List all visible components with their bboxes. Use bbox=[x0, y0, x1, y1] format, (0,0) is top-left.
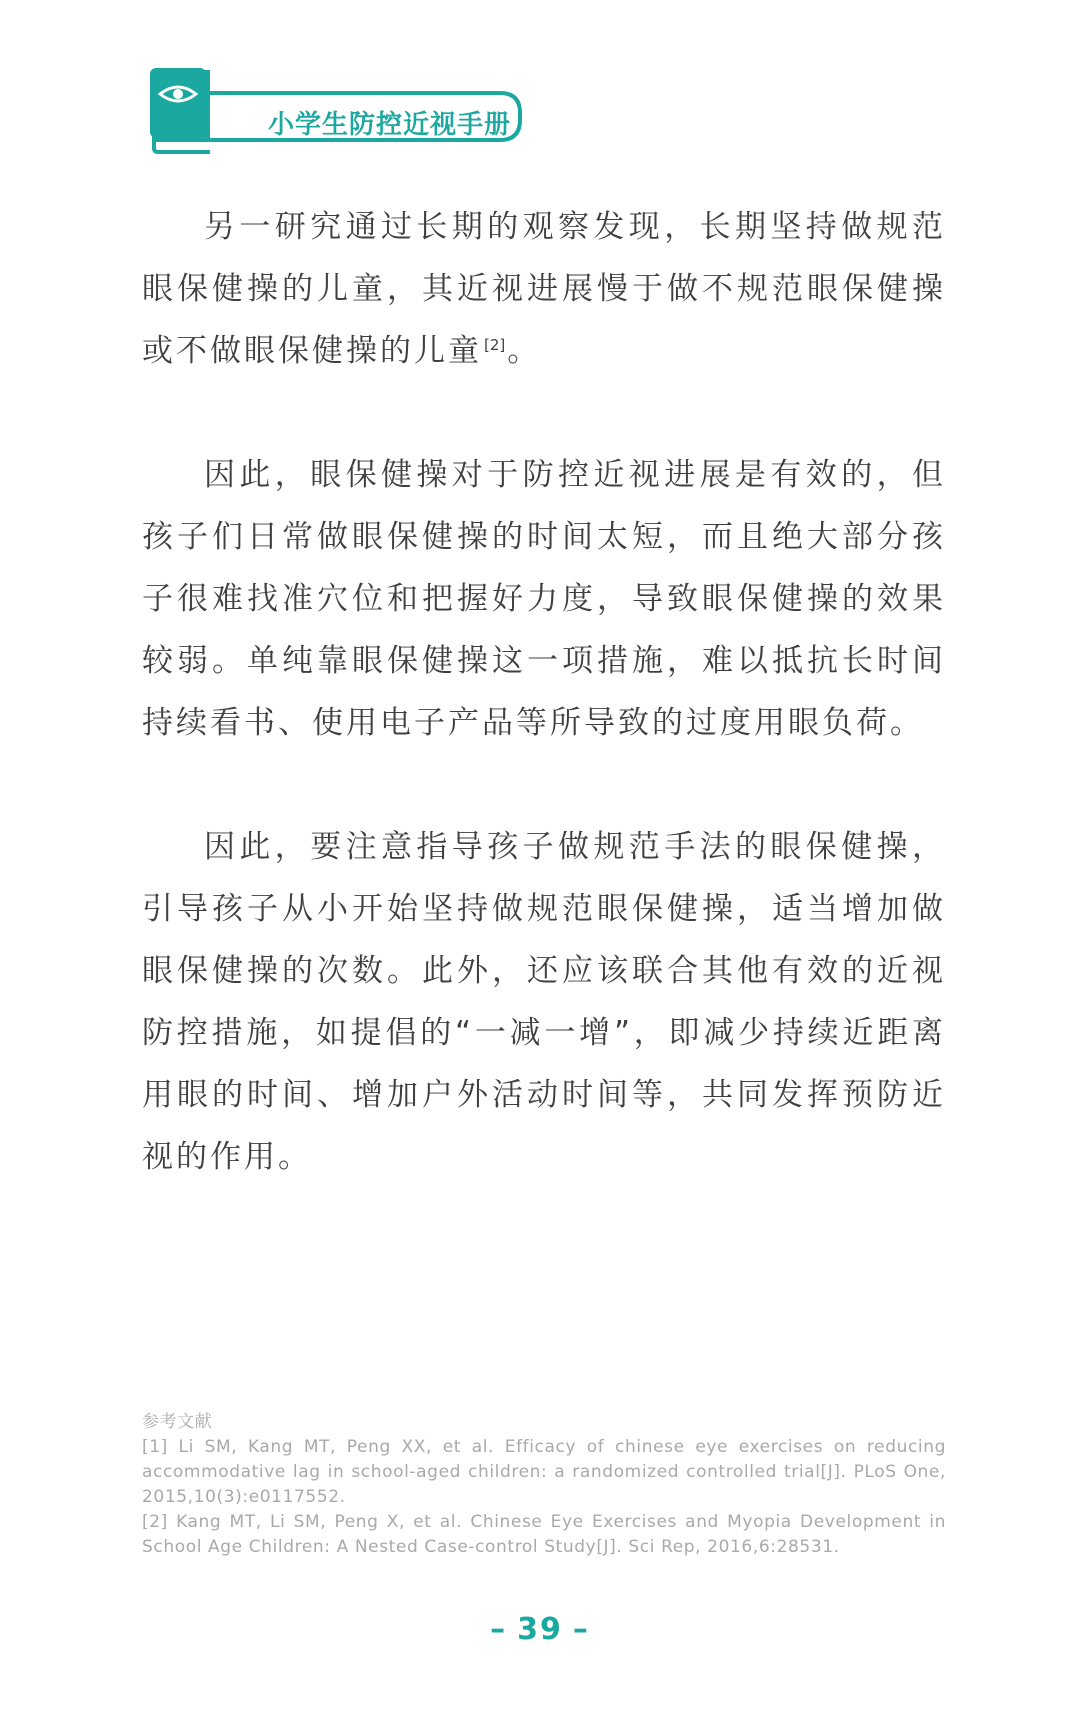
header-badge bbox=[150, 68, 560, 156]
page-number-value: 39 bbox=[517, 1612, 563, 1647]
dash-decoration: – bbox=[490, 1612, 508, 1647]
header-title: 小学生防控近视手册 bbox=[268, 110, 512, 140]
references bbox=[142, 1410, 946, 1560]
dash-decoration: – bbox=[572, 1612, 590, 1647]
eye-icon bbox=[158, 82, 198, 106]
citation-link[interactable]: [2] bbox=[484, 336, 506, 354]
paragraph-1-text: 另一研究通过长期的观察发现，长期坚持做规范眼保健操的儿童，其近视进展慢于做不规范眼保健操或不做眼保健操的儿童 bbox=[142, 209, 946, 369]
reference-item: [2] Kang MT, Li SM, Peng X, et al. Chinese Eye Exercises and Myopia Development in School Age Children: A Nested Case-control Study[J]. Sci Rep, 2016,6:28531. bbox=[142, 1512, 946, 1557]
paragraph-3: 因此，要注意指导孩子做规范手法的眼保健操，引导孩子从小开始坚持做规范眼保健操，适当增加做眼保健操的次数。此外，还应该联合其他有效的近视防控措施，如提倡的“一减一增”，即减少持续近距离用眼的时间、增加户外活动时间等，共同发挥预防近视的作用。 bbox=[142, 829, 946, 1175]
paragraph-2: 因此，眼保健操对于防控近视进展是有效的，但孩子们日常做眼保健操的时间太短，而且绝大部分孩子很难找准穴位和把握好力度，导致眼保健操的效果较弱。单纯靠眼保健操这一项措施，难以抵抗长时间持续看书、使用电子产品等所导致的过度用眼负荷。 bbox=[142, 457, 946, 741]
reference-item: [1] Li SM, Kang MT, Peng XX, et al. Efficacy of chinese eye exercises on reducing accommodative lag in school-aged children: a randomized controlled trial[J]. PLoS One, 2015,10(3):e0117552. bbox=[142, 1437, 946, 1507]
page-number bbox=[0, 1612, 1080, 1647]
article-body bbox=[142, 196, 946, 1188]
references-heading: 参考文献 bbox=[142, 1412, 213, 1432]
paragraph-1-end: 。 bbox=[507, 333, 542, 369]
paragraph-1 bbox=[142, 196, 946, 382]
